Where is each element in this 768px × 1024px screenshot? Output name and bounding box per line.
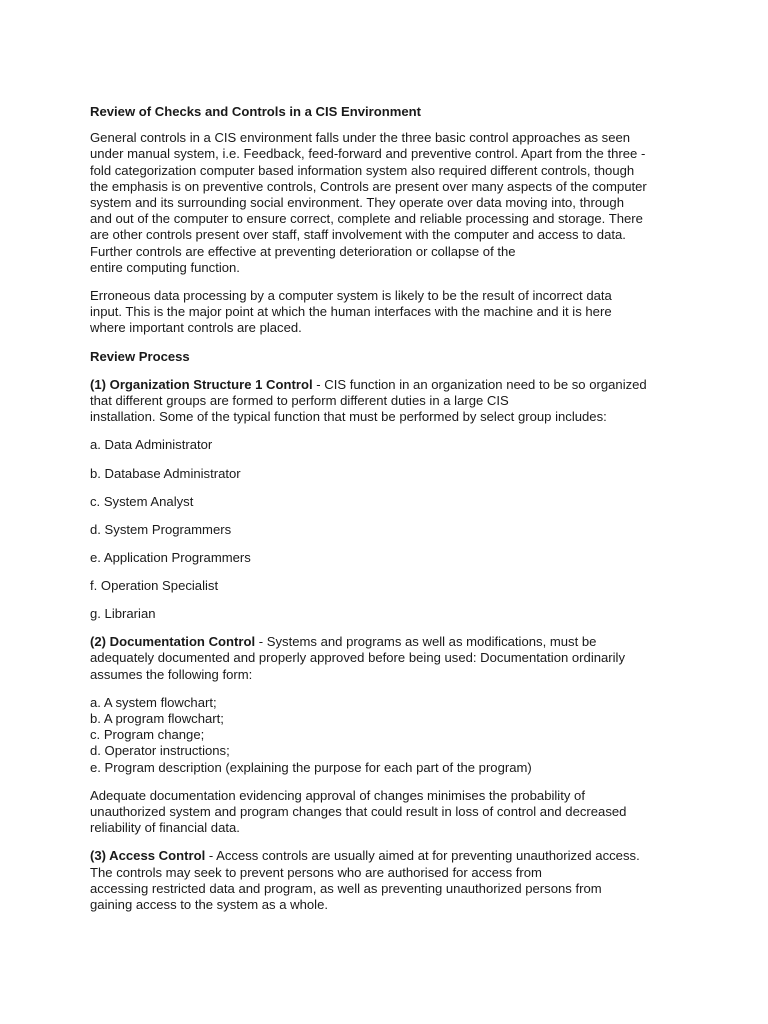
section-first-line xyxy=(90,634,688,650)
list-item: c. System Analyst xyxy=(90,493,194,509)
list-item: b. A program flowchart; xyxy=(90,710,224,726)
text-line: reliability of financial data. xyxy=(90,820,240,836)
list-item: d. System Programmers xyxy=(90,521,232,537)
list-item: f. Operation Specialist xyxy=(90,577,219,593)
text-line: entire computing function. xyxy=(90,259,240,275)
text-line: under manual system, i.e. Feedback, feed-forward and preventive control. Apart from the three - xyxy=(90,146,646,162)
list-item: a. A system flowchart; xyxy=(90,694,217,710)
section-label: (2) Documentation Control xyxy=(90,634,256,650)
text-line: system and its surrounding social environment. They operate over data moving into, through xyxy=(90,195,624,211)
text-line: input. This is the major point at which the human interfaces with the machine and it is here xyxy=(90,304,612,320)
text-line: gaining access to the system as a whole. xyxy=(90,896,328,912)
section-text: - Systems and programs as well as modifications, must be xyxy=(255,634,597,650)
text-line: fold categorization computer based information system also required different controls, though xyxy=(90,162,635,178)
text-line: installation. Some of the typical function that must be performed by select group includes: xyxy=(90,409,607,425)
text-line: The controls may seek to prevent persons who are authorised for access from xyxy=(90,864,542,880)
list-item: c. Program change; xyxy=(90,727,205,743)
section-organization-structure xyxy=(90,377,688,426)
intro-paragraph xyxy=(90,130,688,276)
list-item: a. Data Administrator xyxy=(90,437,213,453)
section-text: - CIS function in an organization need to be so organized xyxy=(312,376,647,392)
text-line: and out of the computer to ensure correct, complete and reliable processing and storage. There xyxy=(90,211,643,227)
section-documentation-control xyxy=(90,634,688,683)
text-line: Adequate documentation evidencing approval of changes minimises the probability of xyxy=(90,787,585,803)
review-process-heading: Review Process xyxy=(90,348,190,364)
list-item: g. Librarian xyxy=(90,606,156,622)
documentation-forms-list xyxy=(90,695,688,776)
section-label: (1) Organization Structure 1 Control xyxy=(90,376,313,392)
text-line: where important controls are placed. xyxy=(90,320,302,336)
documentation-summary-paragraph xyxy=(90,788,688,837)
section-label: (3) Access Control xyxy=(90,848,206,864)
list-item: e. Application Programmers xyxy=(90,549,251,565)
text-line: Erroneous data processing by a computer system is likely to be the result of incorrect data xyxy=(90,288,612,304)
section-access-control xyxy=(90,848,688,913)
document-title: Review of Checks and Controls in a CIS Environment xyxy=(90,104,422,119)
text-line: that different groups are formed to perform different duties in a large CIS xyxy=(90,393,509,409)
list-item: d. Operator instructions; xyxy=(90,743,230,759)
text-line: Further controls are effective at preventing deterioration or collapse of the xyxy=(90,243,516,259)
text-line: General controls in a CIS environment falls under the three basic control approaches as seen xyxy=(90,130,631,146)
section-first-line xyxy=(90,377,688,393)
list-item: b. Database Administrator xyxy=(90,465,241,481)
text-line: the emphasis is on preventive controls, Controls are present over many aspects of the computer xyxy=(90,178,647,194)
section-text: - Access controls are usually aimed at for preventing unauthorized access. xyxy=(205,848,640,864)
text-line: assumes the following form: xyxy=(90,666,253,682)
text-line: are other controls present over staff, staff involvement with the computer and access to data. xyxy=(90,227,626,243)
text-line: unauthorized system and program changes that could result in loss of control and decreased xyxy=(90,803,627,819)
section-first-line xyxy=(90,848,688,864)
text-line: accessing restricted data and program, as well as preventing unauthorized persons from xyxy=(90,880,602,896)
list-item: e. Program description (explaining the purpose for each part of the program) xyxy=(90,759,532,775)
text-line: adequately documented and properly approved before being used: Documentation ordinarily xyxy=(90,650,626,666)
erroneous-paragraph xyxy=(90,288,688,337)
